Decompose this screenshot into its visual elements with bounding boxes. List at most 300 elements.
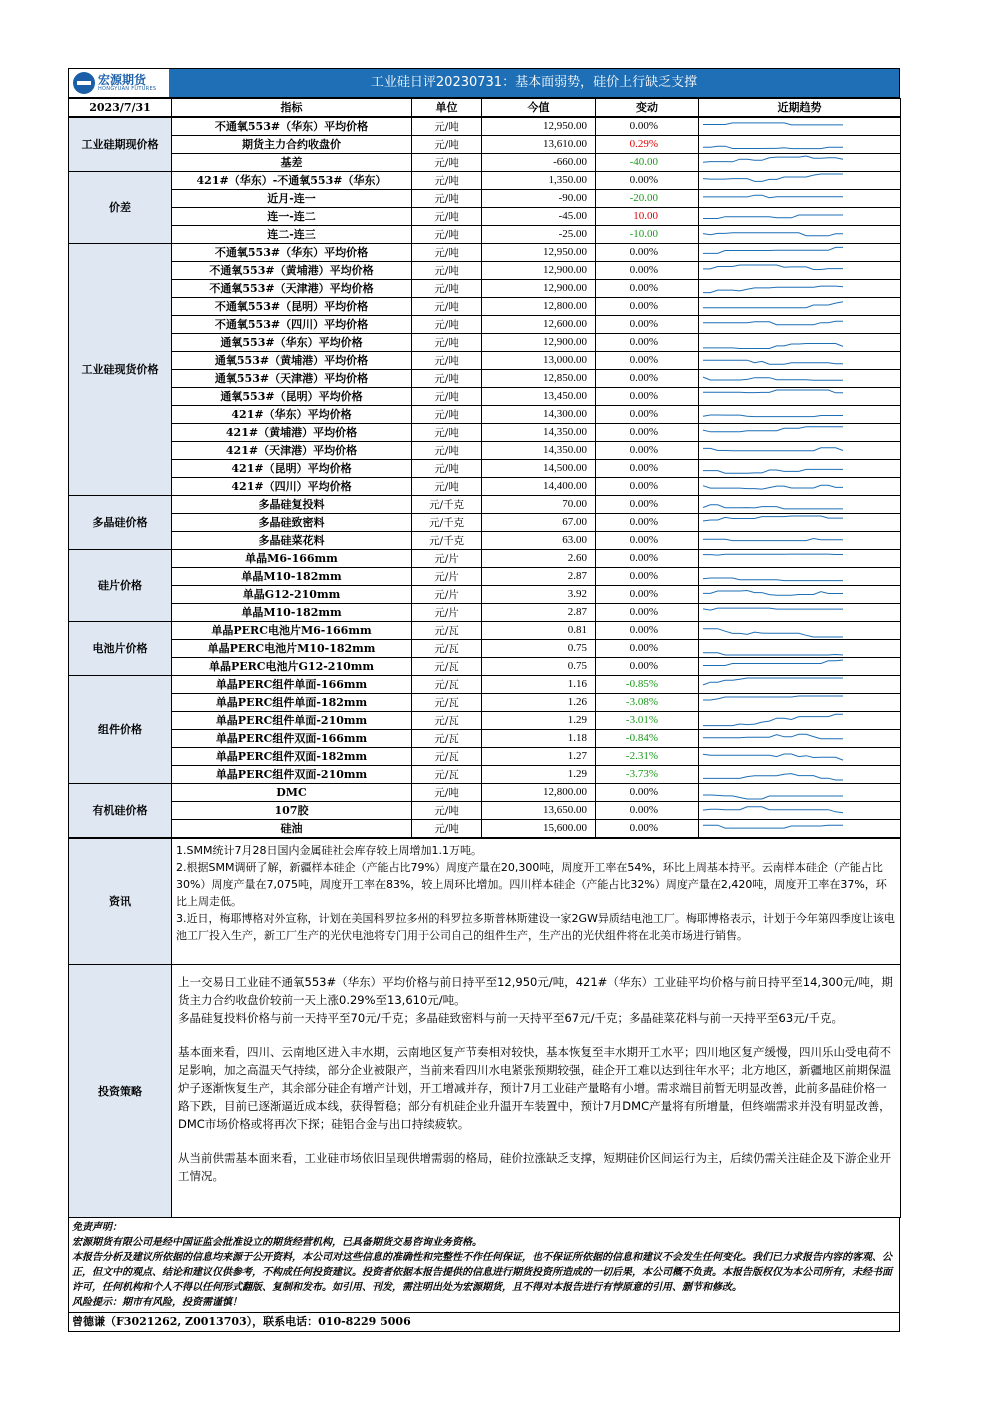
- indicator-cell: 421#（天津港）平均价格: [172, 441, 412, 459]
- value-cell: 0.75: [482, 657, 596, 675]
- unit-cell: 元/片: [412, 567, 482, 585]
- value-header: 今值: [482, 99, 596, 117]
- sparkline-icon: [699, 712, 899, 729]
- sparkline-icon: [699, 676, 899, 693]
- trend-cell: [699, 387, 901, 405]
- value-cell: 0.81: [482, 621, 596, 639]
- sparkline-icon: [699, 694, 899, 711]
- indicator-cell: 421#（昆明）平均价格: [172, 459, 412, 477]
- sparkline-icon: [699, 298, 899, 315]
- strategy-paragraph: 上一交易日工业硅不通氧553#（华东）平均价格与前日持平至12,950元/吨，421#（华东）工业硅平均价格与前日持平至14,300元/吨，期货主力合约收盘价较前一天上涨0.29%至13,610元/吨。 多晶硅复投料价格与前一天持平至70元/千克；多晶硅致密料与前一天持平至67元/千克；多晶硅菜花料与前一天持平至63元/千克。: [178, 974, 893, 1025]
- trend-header: 近期趋势: [699, 99, 901, 117]
- table-row: [69, 603, 901, 621]
- value-cell: 1.26: [482, 693, 596, 711]
- sparkline-path: [703, 628, 843, 636]
- table-row: [69, 819, 901, 837]
- indicator-cell: 期货主力合约收盘价: [172, 135, 412, 153]
- sparkline-icon: [699, 208, 899, 225]
- sparkline-path: [703, 232, 843, 235]
- sparkline-icon: [699, 802, 899, 819]
- value-cell: 1.16: [482, 675, 596, 693]
- indicator-cell: 多晶硅致密料: [172, 513, 412, 531]
- trend-cell: [699, 459, 901, 477]
- value-cell: 12,900.00: [482, 279, 596, 297]
- trend-cell: [699, 585, 901, 603]
- indicator-cell: 421#（华东）-不通氧553#（华东）: [172, 171, 412, 189]
- table-row: [69, 387, 901, 405]
- indicator-cell: 单晶PERC组件双面-166mm: [172, 729, 412, 747]
- value-cell: 12,950.00: [482, 117, 596, 136]
- sparkline-icon: [699, 622, 899, 639]
- table-row: [69, 351, 901, 369]
- unit-cell: 元/吨: [412, 819, 482, 837]
- sparkline-path: [703, 343, 843, 348]
- indicator-cell: 不通氧553#（华东）平均价格: [172, 117, 412, 136]
- table-row: [69, 531, 901, 549]
- value-cell: 67.00: [482, 513, 596, 531]
- trend-cell: [699, 783, 901, 801]
- value-cell: 12,800.00: [482, 783, 596, 801]
- group-label: 组件价格: [69, 675, 172, 783]
- indicator-cell: 通氧553#（黄埔港）平均价格: [172, 351, 412, 369]
- indicator-cell: 通氧553#（昆明）平均价格: [172, 387, 412, 405]
- value-cell: -90.00: [482, 189, 596, 207]
- trend-cell: [699, 279, 901, 297]
- sparkline-icon: [699, 442, 899, 459]
- table-row: [69, 621, 901, 639]
- value-cell: 13,610.00: [482, 135, 596, 153]
- trend-cell: [699, 567, 901, 585]
- trend-cell: [699, 513, 901, 531]
- table-row: [69, 675, 901, 693]
- sparkline-icon: [699, 478, 899, 495]
- value-cell: -45.00: [482, 207, 596, 225]
- unit-cell: 元/瓦: [412, 639, 482, 657]
- indicator-cell: 单晶G12-210mm: [172, 585, 412, 603]
- trend-cell: [699, 315, 901, 333]
- trend-cell: [699, 351, 901, 369]
- table-row: [69, 189, 901, 207]
- sparkline-icon: [699, 334, 899, 351]
- indicator-cell: 单晶PERC电池片G12-210mm: [172, 657, 412, 675]
- trend-cell: [699, 711, 901, 729]
- change-cell: 0.00%: [596, 567, 699, 585]
- value-cell: 2.87: [482, 567, 596, 585]
- sparkline-path: [703, 660, 843, 666]
- sparkline-icon: [699, 424, 899, 441]
- trend-cell: [699, 207, 901, 225]
- value-cell: 0.75: [482, 639, 596, 657]
- indicator-cell: 不通氧553#（四川）平均价格: [172, 315, 412, 333]
- value-cell: 14,500.00: [482, 459, 596, 477]
- sparkline-path: [703, 696, 843, 700]
- sparkline-path: [703, 122, 843, 124]
- logo-text-cn: 宏源期货: [98, 73, 147, 87]
- text-section-table: [68, 838, 901, 1218]
- disclaimer-line: 风险提示：期市有风险，投资需谨慎！: [72, 1296, 242, 1308]
- trend-cell: [699, 675, 901, 693]
- group-label: 工业硅期现价格: [69, 117, 172, 172]
- change-cell: 0.00%: [596, 621, 699, 639]
- trend-cell: [699, 369, 901, 387]
- value-cell: 2.87: [482, 603, 596, 621]
- sparkline-icon: [699, 388, 899, 405]
- sparkline-path: [703, 195, 843, 198]
- value-cell: 14,350.00: [482, 423, 596, 441]
- unit-cell: 元/吨: [412, 261, 482, 279]
- unit-cell: 元/吨: [412, 459, 482, 477]
- table-row: [69, 477, 901, 495]
- change-cell: 0.00%: [596, 423, 699, 441]
- news-row: [69, 838, 901, 964]
- trend-cell: [699, 477, 901, 495]
- table-row: [69, 153, 901, 171]
- indicator-cell: 单晶PERC电池片M6-166mm: [172, 621, 412, 639]
- indicator-cell: 单晶PERC组件单面-182mm: [172, 693, 412, 711]
- unit-cell: 元/吨: [412, 243, 482, 261]
- unit-cell: 元/吨: [412, 423, 482, 441]
- change-cell: 0.00%: [596, 171, 699, 189]
- report-sheet: [68, 68, 900, 1332]
- unit-cell: 元/片: [412, 603, 482, 621]
- sparkline-path: [703, 590, 843, 595]
- indicator-cell: 单晶PERC组件单面-166mm: [172, 675, 412, 693]
- value-cell: 3.92: [482, 585, 596, 603]
- unit-cell: 元/瓦: [412, 675, 482, 693]
- unit-cell: 元/吨: [412, 171, 482, 189]
- trend-cell: [699, 405, 901, 423]
- change-cell: 0.00%: [596, 333, 699, 351]
- report-header: [68, 68, 900, 98]
- sparkline-path: [703, 652, 843, 654]
- sparkline-icon: [699, 262, 899, 279]
- sparkline-path: [703, 360, 843, 364]
- trend-cell: [699, 117, 901, 136]
- change-cell: 0.00%: [596, 819, 699, 837]
- sparkline-path: [703, 504, 843, 508]
- sparkline-icon: [699, 784, 899, 801]
- table-row: [69, 747, 901, 765]
- sparkline-path: [703, 215, 843, 219]
- indicator-cell: 连一-连二: [172, 207, 412, 225]
- change-cell: -40.00: [596, 153, 699, 171]
- unit-cell: 元/瓦: [412, 711, 482, 729]
- sparkline-path: [703, 825, 843, 828]
- change-cell: -2.31%: [596, 747, 699, 765]
- value-cell: 1.27: [482, 747, 596, 765]
- unit-cell: 元/吨: [412, 315, 482, 333]
- indicator-cell: 421#（四川）平均价格: [172, 477, 412, 495]
- table-row: [69, 585, 901, 603]
- sparkline-path: [703, 773, 843, 779]
- indicator-cell: 通氧553#（天津港）平均价格: [172, 369, 412, 387]
- sparkline-path: [703, 538, 843, 540]
- table-row: [69, 459, 901, 477]
- value-cell: 12,900.00: [482, 261, 596, 279]
- sparkline-path: [703, 390, 843, 393]
- value-cell: 15,600.00: [482, 819, 596, 837]
- group-label: 硅片价格: [69, 549, 172, 621]
- table-row: [69, 801, 901, 819]
- sparkline-path: [703, 156, 843, 162]
- unit-cell: 元/瓦: [412, 765, 482, 783]
- value-cell: 12,950.00: [482, 243, 596, 261]
- value-cell: 1,350.00: [482, 171, 596, 189]
- unit-cell: 元/吨: [412, 369, 482, 387]
- sparkline-icon: [699, 370, 899, 387]
- table-row: [69, 405, 901, 423]
- group-label: 有机硅价格: [69, 783, 172, 837]
- company-logo: [69, 69, 169, 97]
- sparkline-path: [703, 485, 843, 489]
- change-cell: -3.08%: [596, 693, 699, 711]
- sparkline-icon: [699, 514, 899, 531]
- change-cell: 0.00%: [596, 387, 699, 405]
- sparkline-icon: [699, 568, 899, 585]
- value-cell: -25.00: [482, 225, 596, 243]
- indicator-cell: 421#（华东）平均价格: [172, 405, 412, 423]
- sparkline-path: [703, 795, 843, 799]
- change-cell: -3.01%: [596, 711, 699, 729]
- trend-cell: [699, 729, 901, 747]
- sparkline-path: [703, 516, 843, 521]
- indicator-cell: 基差: [172, 153, 412, 171]
- trend-cell: [699, 153, 901, 171]
- change-cell: -0.85%: [596, 675, 699, 693]
- sparkline-path: [703, 247, 843, 253]
- sparkline-icon: [699, 136, 899, 153]
- sparkline-path: [703, 469, 843, 473]
- sparkline-icon: [699, 190, 899, 207]
- sparkline-icon: [699, 244, 899, 261]
- table-row: [69, 441, 901, 459]
- value-cell: 14,350.00: [482, 441, 596, 459]
- indicator-cell: 通氧553#（华东）平均价格: [172, 333, 412, 351]
- date-header: 2023/7/31: [69, 99, 172, 117]
- unit-cell: 元/吨: [412, 189, 482, 207]
- sparkline-icon: [699, 604, 899, 621]
- unit-cell: 元/吨: [412, 207, 482, 225]
- unit-header: 单位: [412, 99, 482, 117]
- sparkline-icon: [699, 766, 899, 783]
- sparkline-icon: [699, 658, 899, 675]
- change-cell: 0.00%: [596, 549, 699, 567]
- unit-cell: 元/瓦: [412, 747, 482, 765]
- sparkline-path: [703, 426, 843, 431]
- unit-cell: 元/千克: [412, 531, 482, 549]
- indicator-cell: 107胶: [172, 801, 412, 819]
- value-cell: 1.29: [482, 765, 596, 783]
- sparkline-path: [703, 286, 843, 293]
- table-row: [69, 423, 901, 441]
- change-cell: -3.73%: [596, 765, 699, 783]
- table-row: [69, 243, 901, 261]
- change-cell: 0.00%: [596, 531, 699, 549]
- trend-cell: [699, 423, 901, 441]
- trend-cell: [699, 603, 901, 621]
- sparkline-path: [703, 377, 843, 380]
- table-row: [69, 639, 901, 657]
- table-row: [69, 315, 901, 333]
- change-cell: 0.00%: [596, 405, 699, 423]
- sparkline-icon: [699, 748, 899, 765]
- unit-cell: 元/瓦: [412, 621, 482, 639]
- strategy-paragraph: 从当前供需基本面来看，工业硅市场依旧呈现供增需弱的格局，硅价拉涨缺乏支撑，短期硅价区间运行为主，后续仍需关注硅企及下游企业开工情况。: [178, 1150, 891, 1183]
- sparkline-path: [703, 608, 843, 610]
- sparkline-icon: [699, 640, 899, 657]
- change-cell: 0.00%: [596, 441, 699, 459]
- indicator-cell: 硅油: [172, 819, 412, 837]
- group-label: 工业硅现货价格: [69, 243, 172, 495]
- table-row: [69, 549, 901, 567]
- value-cell: 12,800.00: [482, 297, 596, 315]
- trend-cell: [699, 171, 901, 189]
- table-row: [69, 567, 901, 585]
- sparkline-icon: [699, 406, 899, 423]
- unit-cell: 元/吨: [412, 441, 482, 459]
- strategy-row: [69, 964, 901, 1217]
- sparkline-path: [703, 678, 843, 685]
- change-cell: 0.00%: [596, 477, 699, 495]
- group-label: 价差: [69, 171, 172, 243]
- trend-cell: [699, 747, 901, 765]
- group-label: 多晶硅价格: [69, 495, 172, 549]
- table-row: [69, 117, 901, 136]
- sparkline-icon: [699, 532, 899, 549]
- trend-cell: [699, 531, 901, 549]
- sparkline-icon: [699, 820, 899, 837]
- value-cell: -660.00: [482, 153, 596, 171]
- strategy-content: [172, 964, 901, 1217]
- unit-cell: 元/片: [412, 549, 482, 567]
- unit-cell: 元/瓦: [412, 693, 482, 711]
- sparkline-icon: [699, 496, 899, 513]
- sparkline-icon: [699, 226, 899, 243]
- sparkline-path: [703, 447, 843, 450]
- trend-cell: [699, 225, 901, 243]
- unit-cell: 元/片: [412, 585, 482, 603]
- change-header: 变动: [596, 99, 699, 117]
- table-row: [69, 297, 901, 315]
- unit-cell: 元/吨: [412, 801, 482, 819]
- disclaimer-line: 宏源期货有限公司是经中国证监会批准设立的期货经营机构，已具备期货交易咨询业务资格。: [72, 1236, 482, 1248]
- column-header-row: [69, 99, 901, 117]
- table-row: [69, 171, 901, 189]
- value-cell: 12,850.00: [482, 369, 596, 387]
- trend-cell: [699, 693, 901, 711]
- table-row: [69, 765, 901, 783]
- indicator-cell: 多晶硅菜花料: [172, 531, 412, 549]
- indicator-cell: 不通氧553#（天津港）平均价格: [172, 279, 412, 297]
- strategy-label: 投资策略: [69, 964, 172, 1217]
- sparkline-icon: [699, 586, 899, 603]
- table-row: [69, 783, 901, 801]
- logo-text-en: HONGYUAN FUTURES: [98, 86, 157, 92]
- indicator-cell: 单晶PERC组件双面-210mm: [172, 765, 412, 783]
- indicator-cell: 单晶M10-182mm: [172, 567, 412, 585]
- trend-cell: [699, 801, 901, 819]
- indicator-cell: 单晶PERC组件双面-182mm: [172, 747, 412, 765]
- indicator-cell: 多晶硅复投料: [172, 495, 412, 513]
- change-cell: 0.00%: [596, 261, 699, 279]
- trend-cell: [699, 441, 901, 459]
- sparkline-icon: [699, 280, 899, 297]
- indicator-cell: 连二-连三: [172, 225, 412, 243]
- sparkline-icon: [699, 460, 899, 477]
- sparkline-path: [703, 754, 843, 760]
- change-cell: 0.00%: [596, 369, 699, 387]
- unit-cell: 元/瓦: [412, 657, 482, 675]
- table-row: [69, 495, 901, 513]
- indicator-cell: 单晶PERC组件单面-210mm: [172, 711, 412, 729]
- table-row: [69, 729, 901, 747]
- value-cell: 13,650.00: [482, 801, 596, 819]
- indicator-cell: 单晶M6-166mm: [172, 549, 412, 567]
- indicator-cell: 单晶M10-182mm: [172, 603, 412, 621]
- table-row: [69, 135, 901, 153]
- trend-cell: [699, 261, 901, 279]
- table-row: [69, 693, 901, 711]
- indicator-cell: 421#（黄埔港）平均价格: [172, 423, 412, 441]
- value-cell: 14,300.00: [482, 405, 596, 423]
- table-row: [69, 207, 901, 225]
- trend-cell: [699, 549, 901, 567]
- unit-cell: 元/吨: [412, 351, 482, 369]
- change-cell: 0.00%: [596, 243, 699, 261]
- change-cell: 0.00%: [596, 315, 699, 333]
- table-row: [69, 279, 901, 297]
- change-cell: 0.00%: [596, 117, 699, 136]
- change-cell: 0.00%: [596, 513, 699, 531]
- sparkline-icon: [699, 730, 899, 747]
- change-cell: 0.00%: [596, 351, 699, 369]
- sparkline-icon: [699, 172, 899, 189]
- trend-cell: [699, 765, 901, 783]
- news-item: 3.近日，梅耶博格对外宣称，计划在美国科罗拉多州的科罗拉多斯普林斯建设一家2GW异质结电池工厂。梅耶博格表示，计划于今年第四季度让该电池工厂投入生产，新工厂生产的光伏电池将专门用于公司自己的组件生产，生产出的光伏组件将在北美市场进行销售。: [176, 911, 895, 942]
- change-cell: -0.84%: [596, 729, 699, 747]
- change-cell: -10.00: [596, 225, 699, 243]
- unit-cell: 元/吨: [412, 225, 482, 243]
- sparkline-icon: [699, 118, 899, 135]
- sparkline-path: [703, 554, 843, 555]
- trend-cell: [699, 333, 901, 351]
- change-cell: 10.00: [596, 207, 699, 225]
- sparkline-icon: [699, 154, 899, 171]
- unit-cell: 元/千克: [412, 495, 482, 513]
- disclaimer-title: 免责声明：: [72, 1221, 122, 1233]
- sparkline-path: [703, 714, 843, 725]
- trend-cell: [699, 639, 901, 657]
- logo-mark-icon: [73, 72, 95, 94]
- table-row: [69, 369, 901, 387]
- sparkline-path: [703, 415, 843, 417]
- change-cell: 0.00%: [596, 657, 699, 675]
- unit-cell: 元/吨: [412, 477, 482, 495]
- change-cell: 0.00%: [596, 603, 699, 621]
- change-cell: 0.29%: [596, 135, 699, 153]
- value-cell: 12,600.00: [482, 315, 596, 333]
- table-row: [69, 261, 901, 279]
- value-cell: 1.18: [482, 729, 596, 747]
- disclaimer-line: 本报告分析及建议所依据的信息均来源于公开资料，本公司对这些信息的准确性和完整性不作任何保证，也不保证所依据的信息和建议不会发生任何变化。我们已力求报告内容的客观、公正，但文中的观点、结论和建议仅供参考，不构成任何投资建议。投资者依据本报告提供的信息进行期货投资所造成的一切后果，本公司概不负责。本报告版权仅为本公司所有，未经书面许可，任何机构和个人不得以任何形式翻版、复制和发布。如引用、刊发，需注明出处为宏源期货，且不得对本报告进行有悖原意的引用、删节和修改。: [72, 1251, 892, 1293]
- indicator-cell: 不通氧553#（黄埔港）平均价格: [172, 261, 412, 279]
- unit-cell: 元/千克: [412, 513, 482, 531]
- trend-cell: [699, 135, 901, 153]
- change-cell: 0.00%: [596, 459, 699, 477]
- change-cell: 0.00%: [596, 783, 699, 801]
- table-row: [69, 711, 901, 729]
- news-item: 1.SMM统计7月28日国内金属硅社会库存较上周增加1.1万吨。: [176, 843, 482, 857]
